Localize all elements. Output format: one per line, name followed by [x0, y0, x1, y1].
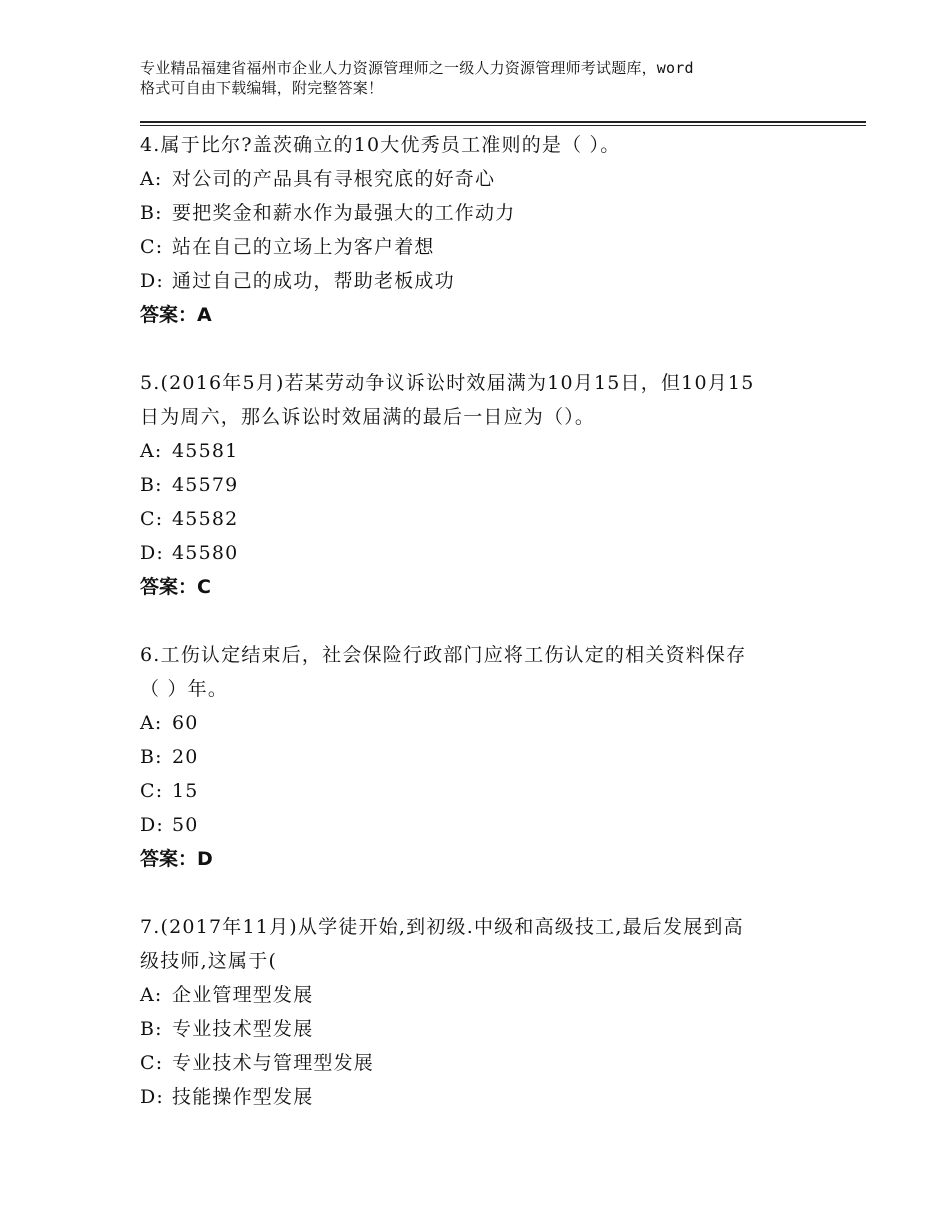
- option-c: [140, 1046, 820, 1080]
- question-stem: [140, 128, 820, 162]
- option-a: [140, 162, 820, 196]
- option-d: [140, 1080, 820, 1114]
- option-text: 45581: [172, 440, 239, 462]
- question-stem-line: 5.(2016年5月)若某劳动争议诉讼时效届满为10月15日，但10月15: [140, 372, 755, 394]
- option-c: [140, 502, 820, 536]
- answer-line: 答案：C: [140, 576, 211, 598]
- answer-line: 答案：A: [140, 304, 212, 326]
- option-b: [140, 196, 820, 230]
- option-key: B:: [140, 746, 163, 768]
- question-stem-line: 4.属于比尔?盖茨确立的10大优秀员工准则的是（ ）。: [140, 134, 621, 156]
- document-header: [140, 58, 840, 98]
- option-key: C:: [140, 780, 164, 802]
- option-key: B:: [140, 1018, 163, 1040]
- option-d: [140, 808, 820, 842]
- option-text: 通过自己的成功，帮助老板成功: [172, 270, 455, 292]
- option-key: C:: [140, 236, 164, 258]
- option-key: D:: [140, 270, 165, 292]
- option-key: C:: [140, 508, 164, 530]
- option-key: A:: [140, 168, 163, 190]
- question-stem-line: 7.(2017年11月)从学徒开始,到初级.中级和高级技工,最后发展到高: [140, 916, 744, 938]
- option-text: 专业技术与管理型发展: [172, 1052, 375, 1074]
- option-key: A:: [140, 984, 163, 1006]
- option-text: 站在自己的立场上为客户着想: [172, 236, 435, 258]
- option-b: [140, 468, 820, 502]
- option-c: [140, 774, 820, 808]
- option-text: 专业技术型发展: [172, 1018, 314, 1040]
- option-text: 对公司的产品具有寻根究底的好奇心: [172, 168, 496, 190]
- option-key: B:: [140, 474, 163, 496]
- option-text: 45580: [172, 542, 239, 564]
- option-text: 60: [172, 712, 199, 734]
- option-key: D:: [140, 814, 165, 836]
- option-a: [140, 978, 820, 1012]
- option-b: [140, 1012, 820, 1046]
- question-spacer: [140, 604, 820, 638]
- option-text: 45579: [172, 474, 239, 496]
- option-text: 20: [172, 746, 199, 768]
- option-d: [140, 264, 820, 298]
- option-a: [140, 706, 820, 740]
- question-stem: [140, 366, 820, 434]
- option-d: [140, 536, 820, 570]
- option-text: 企业管理型发展: [172, 984, 314, 1006]
- option-text: 要把奖金和薪水作为最强大的工作动力: [172, 202, 516, 224]
- question-list: [140, 128, 820, 1114]
- option-c: [140, 230, 820, 264]
- option-text: 15: [172, 780, 199, 802]
- question-4: [140, 128, 820, 332]
- question-5: [140, 366, 820, 604]
- option-text: 50: [172, 814, 199, 836]
- question-stem: [140, 638, 820, 706]
- header-divider-thick: [140, 121, 866, 123]
- header-divider-thin: [140, 125, 866, 126]
- question-spacer: [140, 876, 820, 910]
- option-key: D:: [140, 1086, 165, 1108]
- option-key: A:: [140, 440, 163, 462]
- option-key: D:: [140, 542, 165, 564]
- question-stem-line: 6.工伤认定结束后，社会保险行政部门应将工伤认定的相关资料保存: [140, 644, 747, 666]
- option-text: 技能操作型发展: [172, 1086, 314, 1108]
- question-stem-line: 级技师,这属于(: [140, 950, 278, 972]
- question-stem: [140, 910, 820, 978]
- question-7: [140, 910, 820, 1114]
- option-key: C:: [140, 1052, 164, 1074]
- option-key: A:: [140, 712, 163, 734]
- question-6: [140, 638, 820, 876]
- option-b: [140, 740, 820, 774]
- option-a: [140, 434, 820, 468]
- option-text: 45582: [172, 508, 239, 530]
- header-line-2: 格式可自由下载编辑，附完整答案！: [140, 79, 384, 97]
- header-line-1: 专业精品福建省福州市企业人力资源管理师之一级人力资源管理师考试题库，word: [140, 59, 694, 77]
- question-stem-line: （ ）年。: [140, 678, 229, 700]
- question-spacer: [140, 332, 820, 366]
- option-key: B:: [140, 202, 163, 224]
- answer-line: 答案：D: [140, 848, 213, 870]
- question-stem-line: 日为周六，那么诉讼时效届满的最后一日应为（）。: [140, 406, 596, 428]
